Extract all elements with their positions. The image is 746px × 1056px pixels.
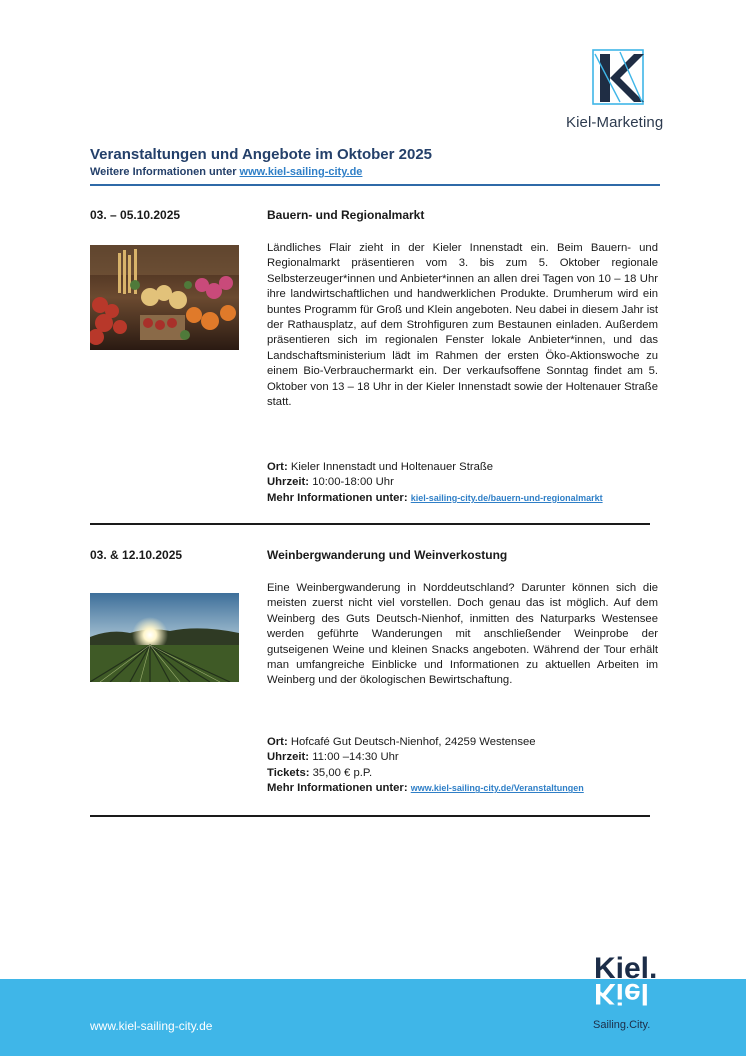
brand-name: Kiel-Marketing <box>566 114 664 131</box>
event-location <box>267 735 687 750</box>
page-title: Veranstaltungen und Angebote im Oktober 2025 <box>90 146 433 163</box>
location-label: Ort: <box>267 461 288 473</box>
subtitle-prefix: Weitere Informationen unter <box>90 166 240 178</box>
event-details <box>267 735 687 797</box>
event-more-info <box>267 781 687 796</box>
page-subtitle <box>90 166 362 178</box>
logo-word: Kiel. <box>594 952 658 985</box>
website-link[interactable]: www.kiel-sailing-city.de <box>239 166 363 178</box>
market-photo <box>90 245 239 350</box>
event-date: 03. & 12.10.2025 <box>90 548 183 562</box>
footer-tagline: Sailing.City. <box>593 1019 651 1031</box>
event-time <box>267 475 687 490</box>
location-value: Hofcafé Gut Deutsch-Nienhof, 24259 Westensee <box>290 736 536 748</box>
event-location <box>267 460 687 475</box>
event-tickets <box>267 766 687 781</box>
event-more-info <box>267 491 687 506</box>
event-details <box>267 460 687 506</box>
more-info-label: Mehr Informationen unter: <box>267 491 408 504</box>
location-label: Ort: <box>267 736 288 748</box>
footer-website[interactable]: www.kiel-sailing-city.de <box>90 1019 213 1033</box>
header-divider <box>90 184 660 186</box>
section-divider <box>90 815 650 817</box>
section-divider <box>90 523 650 525</box>
time-value: 10:00-18:00 Uhr <box>312 476 394 489</box>
vineyard-photo <box>90 593 239 682</box>
kiel-marketing-logo <box>590 48 646 106</box>
time-value: 11:00 –14:30 Uhr <box>312 751 399 764</box>
location-value: Kieler Innenstadt und Holtenauer Straße <box>290 461 494 473</box>
more-info-label: Mehr Informationen unter: <box>267 782 408 795</box>
event-title: Bauern- und Regionalmarkt <box>267 208 425 222</box>
tickets-label: Tickets: <box>267 766 310 779</box>
logo-word-mirrored: Kiel <box>594 977 650 1010</box>
event-description: Ländliches Flair zieht in der Kieler Innenstadt ein. Beim Bauern- und Regionalmarkt präsentieren vom 3. bis zum 5. Oktober regionale Selbsterzeuger*innen und Anbieter*innen an allen drei Tagen von 10 – 18 Uhr ihre landwirtschaftlichen und handwerklichen Produkte. Drumherum wird ein buntes Programm für Groß und Klein angeboten. Neu dabei in diesem Jahr ist der Rathausplatz, auf dem Strohfiguren zum Bestaunen einladen. Außerdem präsentieren sich im regionalen Fenster lokale Anbieter*innen, und das Landschaftsministerium lädt im Rahmen der ersten Öko-Aktionswoche zu einem Bio-Verbrauchermarkt ein. Der verkaufsoffene Sonntag findet am 5. Oktober von 13 – 18 Uhr in der Kieler Innenstadt sowie der Holtenauer Straße statt. <box>267 242 658 409</box>
tickets-value: 35,00 € p.P. <box>312 766 373 779</box>
time-label: Uhrzeit: <box>267 476 310 489</box>
time-label: Uhrzeit: <box>267 751 310 764</box>
more-info-link[interactable]: www.kiel-sailing-city.de/Veranstaltungen <box>410 783 584 794</box>
event-time <box>267 750 687 765</box>
more-info-link[interactable]: kiel-sailing-city.de/bauern-und-regionalmarkt <box>410 492 603 503</box>
event-description: Eine Weinbergwanderung in Norddeutschland? Darunter können sich die meisten zuerst nicht viel vorstellen. Doch genau das ist möglich. Auf dem Weinberg des Guts Deutsch-Nienhof, inmitten des Naturparks Westensee werden geführte Wanderungen mit anschließender Weinprobe der gutseigenen Weine und kleinen Snacks angeboten. Während der Tour erhält man umfangreiche Einblicke und Informationen zu aktuellen Arbeiten im Weinberg und der ökologischen Bewirtschaftung. <box>267 582 658 687</box>
event-date: 03. – 05.10.2025 <box>90 208 181 222</box>
event-title: Weinbergwanderung und Weinverkostung <box>267 548 508 562</box>
kiel-sailing-city-logo <box>594 950 674 1016</box>
